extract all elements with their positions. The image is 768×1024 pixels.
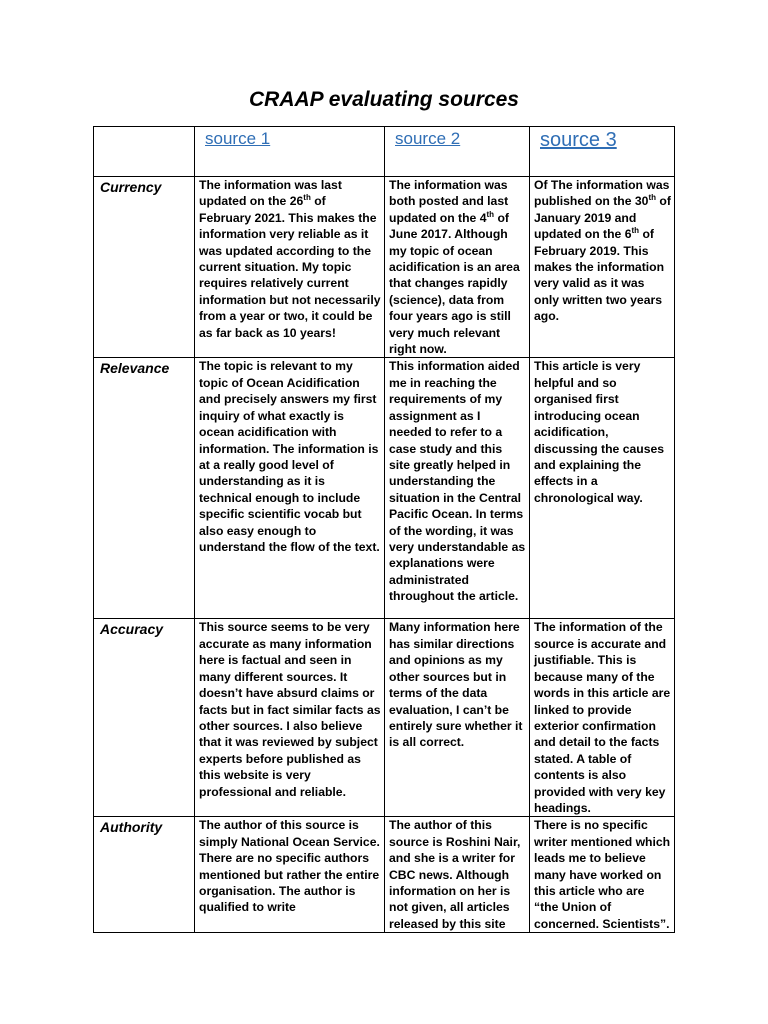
- table-row-accuracy: [94, 619, 675, 817]
- table-row-authority: [94, 817, 675, 933]
- cell-text: There is no specific writer mentioned which leads me to believe many have worked on this article who are “the Union of concerned. Scientists”.: [534, 818, 671, 931]
- cell-text: The information was last updated on the 26th of February 2021. This makes the information very reliable as it was updated according to the current situation. My topic requires relatively current information but not necessarily from a year or two, it could be as far back as 10 years!: [199, 178, 381, 340]
- table-cell: [385, 619, 530, 817]
- row-label-cell: [94, 177, 195, 358]
- table-cell: [385, 177, 530, 358]
- table-cell: [530, 619, 675, 817]
- craap-table: [93, 126, 675, 933]
- table-cell: [385, 358, 530, 619]
- table-cell: [385, 817, 530, 933]
- cell-text: The author of this source is simply National Ocean Service. There are no specific authors mentioned but rather the entire organisation. The author is qualified to write: [199, 818, 380, 915]
- table-header-row: [94, 127, 675, 177]
- cell-text: This article is very helpful and so organised first introducing ocean acidification, discussing the causes and explaining the effects in a chronological way.: [534, 359, 665, 505]
- table-cell: [530, 817, 675, 933]
- cell-text: Of The information was published on the 30th of January 2019 and updated on the 6th of February 2019. This makes the information very valid as it was only written two years ago.: [534, 178, 671, 324]
- cell-text: This source seems to be very accurate as many information here is factual and seen in many different sources. It doesn’t have absurd claims or facts but in fact similar facts as other sources. I also believe that it was reviewed by subject experts before published as this website is very professional and reliable.: [199, 620, 381, 799]
- row-label-cell: [94, 817, 195, 933]
- table-cell: [195, 619, 385, 817]
- table-row-currency: [94, 177, 675, 358]
- source-3-link[interactable]: source 3: [540, 129, 617, 151]
- row-label: Relevance: [100, 360, 170, 377]
- table-cell: [530, 177, 675, 358]
- row-label: Authority: [100, 819, 163, 836]
- cell-text: The topic is relevant to my topic of Ocean Acidification and precisely answers my first inquiry of what exactly is ocean acidification with information. The information is at a really good level of understanding as it is technical enough to include specific scientific vocab but also easy enough to understand the flow of the text.: [199, 359, 380, 554]
- page-title: CRAAP evaluating sources: [249, 88, 519, 111]
- table-cell: [195, 817, 385, 933]
- cell-text: This information aided me in reaching the requirements of my assignment as I needed to refer to a case study and this site greatly helped in understanding the situation in the Central Pacific Ocean. In terms of the wording, it was very understandable as explanations were administrated throughout the article.: [389, 359, 526, 604]
- row-label: Currency: [100, 179, 162, 195]
- row-label: Accuracy: [100, 621, 164, 638]
- header-cell: [195, 127, 385, 177]
- source-2-link[interactable]: source 2: [395, 129, 461, 148]
- table-cell: [195, 177, 385, 358]
- cell-text: The information of the source is accurate and justifiable. This is because many of the words in this article are linked to provide exterior confirmation and detail to the facts stated. A table of contents is also provided with very key headings.: [534, 620, 671, 815]
- row-label-cell: [94, 358, 195, 619]
- cell-text: Many information here has similar directions and opinions as my other sources but in terms of the data evaluation, I can’t be entirely sure whether it is all correct.: [389, 620, 523, 750]
- row-label-cell: [94, 619, 195, 817]
- table-cell: [530, 358, 675, 619]
- header-cell: [530, 127, 675, 177]
- table-row-relevance: [94, 358, 675, 619]
- header-cell: [385, 127, 530, 177]
- cell-text: The information was both posted and last updated on the 4th of June 2017. Although my topic of ocean acidification is an area that changes rapidly (science), data from four years ago is still very much relevant right now.: [389, 178, 520, 357]
- table-cell: [195, 358, 385, 619]
- source-1-link[interactable]: source 1: [205, 129, 271, 148]
- cell-text: The author of this source is Roshini Nair, and she is a writer for CBC news. Although information on her is not given, all articles released by this site: [389, 818, 521, 931]
- header-corner-cell: [94, 127, 195, 177]
